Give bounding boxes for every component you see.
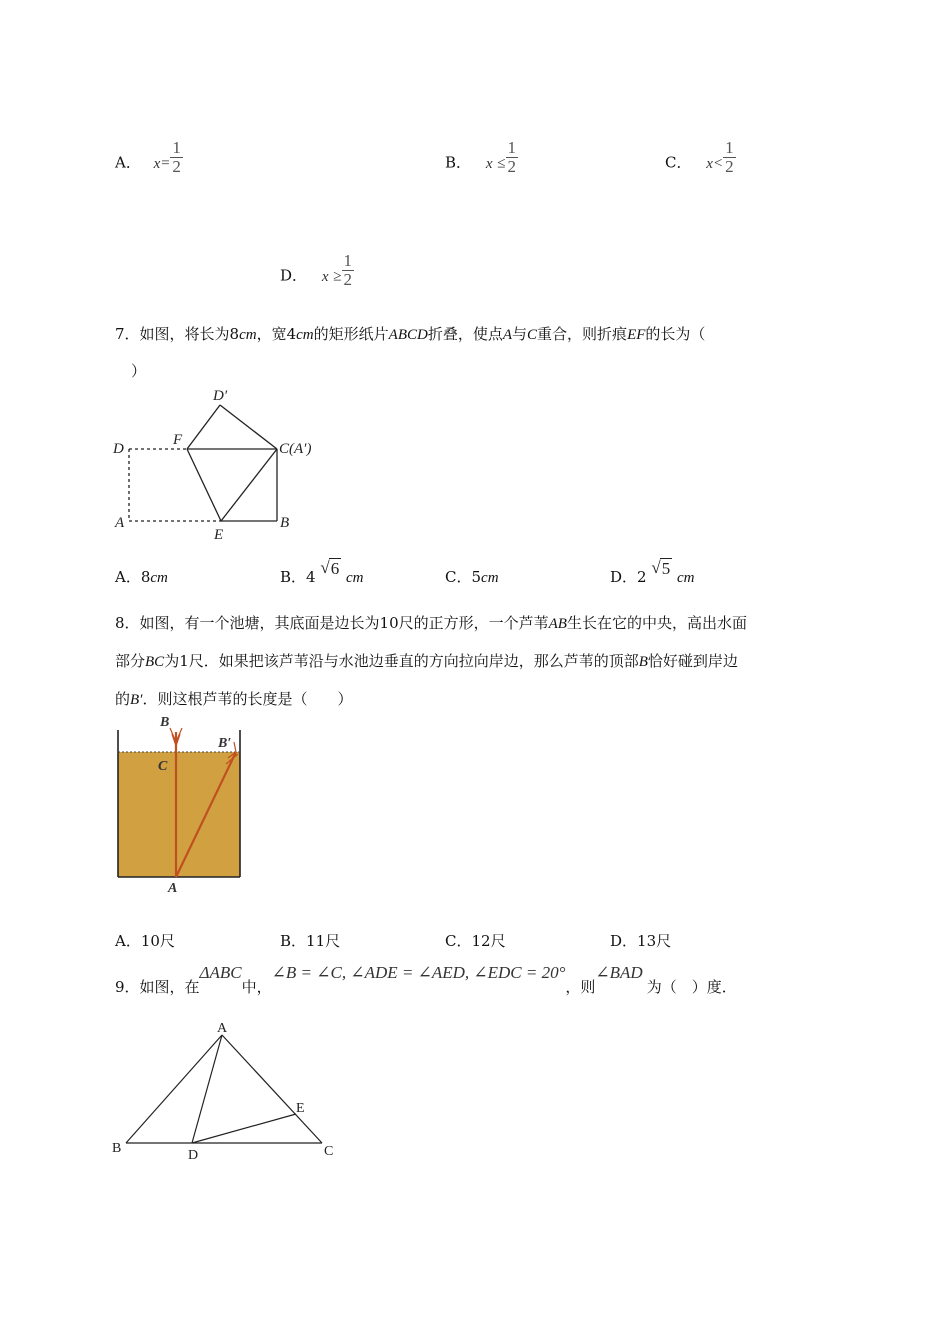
q9-label-a: A: [217, 1021, 228, 1036]
q6-option-a[interactable]: [115, 138, 183, 182]
q8-option-a[interactable]: A．10尺: [115, 932, 175, 950]
q6-option-d[interactable]: [280, 251, 354, 295]
q6-b-label: B．: [445, 153, 472, 172]
q7-point-a: A: [502, 327, 513, 343]
q7-unit-2: cm: [296, 327, 314, 343]
q7-a-label: A．: [115, 568, 141, 586]
q6-a-var: x: [153, 155, 161, 172]
q7-point-c: C: [527, 327, 538, 343]
q9-edge-de: [192, 1114, 296, 1143]
q7-text-5: 与: [512, 325, 528, 343]
q7-b-radicand: 6: [330, 559, 340, 578]
q7-edge-fd: [187, 405, 220, 449]
q8-segment-bc: BC: [145, 654, 165, 670]
q9-text-2: 中，: [241, 978, 272, 996]
q7-b-coef: 4: [306, 568, 316, 586]
q6-a-op: =: [160, 155, 171, 172]
q8-stem-line-3: [115, 688, 352, 709]
q8-option-d[interactable]: D．13尺: [610, 932, 672, 950]
q6-c-den: 2: [725, 157, 734, 176]
q7-text-1: 7．如图，将长为8: [115, 325, 240, 343]
q7-text-4: 折叠，使点: [427, 325, 503, 343]
q8-text-2c: 恰好碰到岸边: [647, 652, 738, 670]
q8-label-c: C: [158, 759, 168, 774]
q8-label-bprime: B′: [218, 736, 232, 751]
q8-point-bprime: B′: [130, 692, 143, 708]
q9-label-c: C: [324, 1144, 334, 1159]
q7-stem-close: ）: [131, 362, 147, 380]
q7-b-label: B．: [280, 568, 307, 586]
q7-edge-ec: [221, 449, 277, 521]
q7-label-d: D: [113, 441, 124, 457]
q6-a-num: 1: [172, 138, 181, 157]
q8-pond-water: [118, 752, 240, 877]
q9-conditions: ∠B = ∠C, ∠ADE = ∠AED, ∠EDC = 20°: [271, 963, 566, 982]
q8-text-1b: 生长在它的中央，高出水面: [566, 614, 747, 632]
q6-a-den: 2: [172, 157, 181, 176]
q7-unit-1: cm: [239, 327, 257, 343]
q8-stem-line-1: [115, 612, 747, 633]
q8-option-c[interactable]: C．12尺: [445, 932, 506, 950]
q6-c-var: x: [706, 155, 713, 172]
q6-c-frac: [723, 139, 736, 176]
q7-text-3: 的矩形纸片: [313, 325, 389, 343]
q8-text-3a: 的: [115, 690, 131, 708]
q8-label-a: A: [168, 881, 178, 894]
q9-stem: [115, 962, 737, 1002]
q8-text-3b: ．则这根芦苇的长度是（ ）: [142, 690, 353, 708]
q7-option-b[interactable]: [280, 558, 364, 588]
q8-reed-name: AB: [548, 616, 567, 632]
q9-text-1: 9．如图，在: [115, 978, 200, 996]
q7-d-unit: cm: [676, 570, 695, 586]
q7-option-c[interactable]: [445, 566, 499, 587]
q9-text-3: ，则: [565, 978, 596, 996]
q6-c-op: <: [712, 155, 724, 172]
q8-text-1a: 8．如图，有一个池塘，其底面是边长为10尺的正方形，一个芦苇: [115, 614, 549, 632]
q8-figure: [108, 712, 258, 894]
q7-c-label: C．: [445, 568, 472, 586]
q6-c-num: 1: [725, 138, 734, 157]
q9-edge-ac: [222, 1035, 322, 1143]
q7-label-a: A: [115, 515, 125, 531]
q8-label-b: B: [160, 715, 170, 730]
q6-b-op: ≤: [497, 155, 506, 172]
q9-label-b: B: [112, 1141, 122, 1156]
q7-d-label: D．: [610, 568, 638, 586]
q7-option-d[interactable]: [610, 558, 695, 588]
q6-d-den: 2: [343, 270, 352, 289]
q6-b-num: 1: [507, 138, 516, 157]
q7-label-f: F: [173, 432, 183, 448]
q7-edge-fe: [187, 449, 221, 521]
sqrt-icon: √: [651, 558, 661, 577]
q9-label-d: D: [188, 1148, 199, 1163]
q6-b-den: 2: [507, 157, 516, 176]
q7-a-value: 8: [140, 568, 151, 586]
q8-text-2b: 为1尺．如果把该芦苇沿与水池边垂直的方向拉向岸边，那么芦苇的顶部: [164, 652, 639, 670]
q7-text-7: 的长为（: [645, 325, 706, 343]
q9-text-4: 为（ ）度．: [646, 978, 737, 996]
q6-d-frac: [342, 252, 355, 289]
q6-option-c[interactable]: [665, 138, 736, 182]
q7-stem: [115, 323, 705, 344]
sqrt-icon: √: [320, 558, 330, 577]
q9-triangle: ΔABC: [199, 963, 242, 982]
q7-c-value: 5: [471, 568, 482, 586]
q7-label-e: E: [214, 527, 224, 543]
q7-b-sqrt: [320, 558, 341, 579]
q6-d-var: x: [321, 268, 329, 285]
q6-c-label: C．: [665, 153, 692, 172]
q7-c-unit: cm: [481, 570, 499, 586]
q6-a-label: A．: [115, 153, 141, 172]
q7-text-6: 重合，则折痕: [537, 325, 628, 343]
q7-d-coef: 2: [637, 568, 647, 586]
q7-text-2: ，宽4: [256, 325, 297, 343]
q7-option-a[interactable]: [115, 566, 168, 587]
q6-a-frac: [170, 139, 183, 176]
q9-angle-bad: ∠BAD: [595, 963, 643, 982]
q7-figure: [105, 383, 335, 545]
q9-label-e: E: [296, 1101, 305, 1116]
q6-d-label: D．: [280, 266, 308, 285]
q9-figure: [108, 1015, 348, 1165]
q6-b-frac: [506, 139, 519, 176]
q7-b-unit: cm: [345, 570, 364, 586]
q8-text-2a: 部分: [115, 652, 146, 670]
q7-rect-name: ABCD: [388, 327, 428, 343]
q7-label-ca: C(A′): [279, 441, 312, 457]
q7-d-radicand: 5: [661, 559, 671, 578]
q6-option-b[interactable]: [445, 138, 518, 182]
q7-label-b: B: [280, 515, 290, 531]
q8-option-b[interactable]: B．11尺: [280, 932, 341, 950]
q8-point-b: B: [638, 654, 648, 670]
q6-b-var: x: [485, 155, 493, 172]
q7-label-dprime: D′: [213, 388, 228, 404]
q8-stem-line-2: [115, 650, 738, 671]
q7-a-unit: cm: [150, 570, 168, 586]
q7-crease-name: EF: [627, 327, 646, 343]
q7-edge-dc: [220, 405, 277, 449]
q6-d-num: 1: [343, 251, 352, 270]
q6-d-op: ≥: [333, 268, 342, 285]
q7-d-sqrt: [651, 558, 672, 579]
